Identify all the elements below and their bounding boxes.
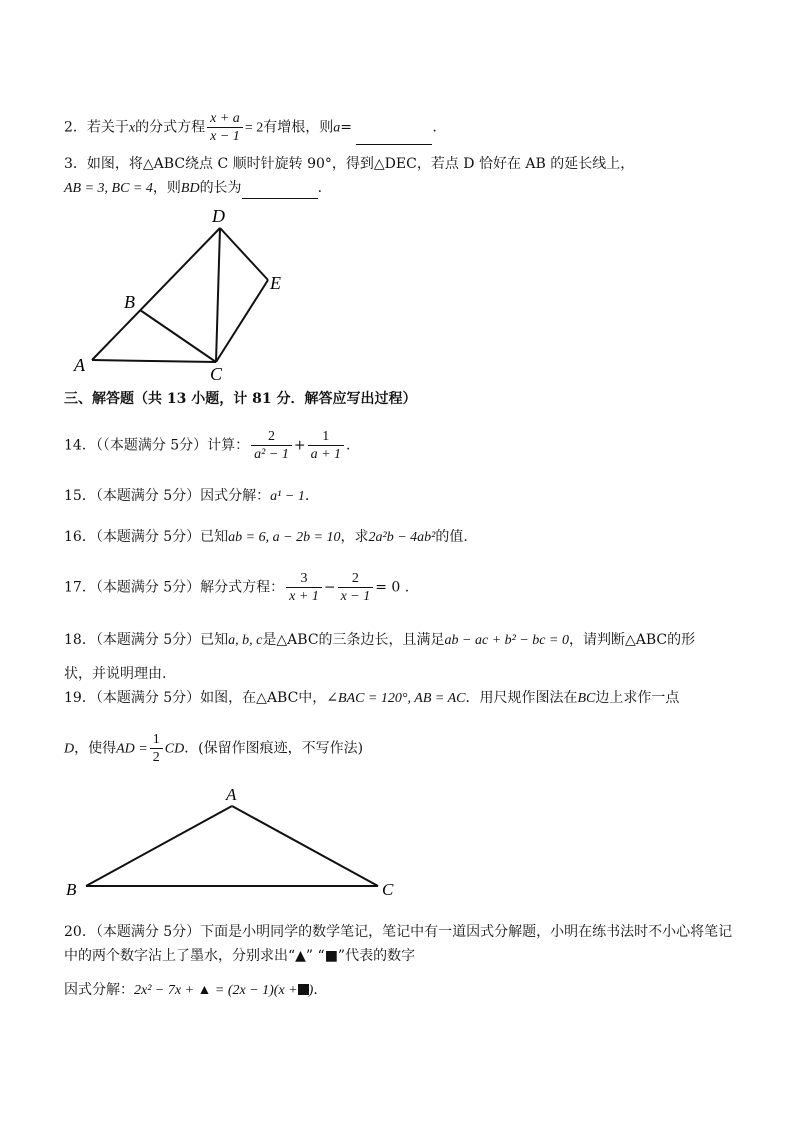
label-b: B xyxy=(66,880,77,899)
q18-vars: a, b, c xyxy=(228,633,263,648)
q14-fraction-2 xyxy=(308,428,344,463)
q2-text: 若关于 xyxy=(86,119,129,136)
q20-end: . xyxy=(313,982,318,998)
line-de xyxy=(220,228,268,280)
q20-expr: 2x² − 7x + ▲ = (2x − 1)(x + xyxy=(134,983,298,998)
q15-expr: a¹ − 1 xyxy=(270,489,305,504)
q16-end: 的值. xyxy=(435,529,468,545)
q2-text: 的分式方程 xyxy=(135,119,206,136)
q2-end: . xyxy=(432,119,437,136)
line-bc xyxy=(140,310,216,362)
q16-given: ab = 6, a − 2b = 10 xyxy=(228,530,341,545)
q2-var-a: a xyxy=(333,120,341,136)
q17-end: = 0 . xyxy=(375,579,410,596)
q19-fraction xyxy=(150,731,163,766)
q2-answer-blank[interactable] xyxy=(356,130,432,145)
q14-plus: + xyxy=(293,437,306,454)
q2-eq2: = xyxy=(340,119,352,136)
q16-prefix: 16．（本题满分 5分）已知 xyxy=(64,529,229,545)
question-3-line-2 xyxy=(64,178,322,199)
question-20-line-3 xyxy=(64,980,318,1001)
q17-f1-den: x + 1 xyxy=(289,589,319,604)
q17-f2-den: x − 1 xyxy=(340,589,371,604)
q18-text: 是△ABC的三条边长，且满足 xyxy=(262,632,445,648)
q19-frac-den: 2 xyxy=(152,750,160,765)
q3-text: 的长为 xyxy=(199,180,242,196)
q14-fraction-1 xyxy=(251,428,292,463)
figure-isosceles-triangle xyxy=(60,780,410,900)
q19-text: ，使得 xyxy=(74,740,117,757)
q14-f1-den: a² − 1 xyxy=(254,447,289,462)
line-ad xyxy=(92,228,220,360)
q19-bc: BC xyxy=(577,691,596,706)
label-c: C xyxy=(382,880,394,899)
q3-end: . xyxy=(317,180,323,196)
q16-text: ，求 xyxy=(340,529,369,545)
q14-f2-num: 1 xyxy=(308,428,344,446)
question-20-line-1: 20．（本题满分 5分）下面是小明同学的数学笔记，笔记中有一道因式分解题，小明在练书法时不小心将笔记 xyxy=(64,924,733,940)
q17-minus: − xyxy=(323,579,336,596)
q3-answer-blank[interactable] xyxy=(242,184,318,199)
q17-fraction-1 xyxy=(286,570,322,605)
q17-f1-num: 3 xyxy=(286,570,322,588)
label-a: A xyxy=(226,785,237,804)
q3-text: ，则 xyxy=(152,180,181,196)
question-14 xyxy=(64,428,350,463)
q14-f2-den: a + 1 xyxy=(310,447,342,462)
q2-fraction xyxy=(207,110,243,145)
q19-frac-num: 1 xyxy=(150,731,163,749)
question-3-line-1: 3．如图，将△ABC绕点 C 顺时针旋转 90°，得到△DEC，若点 D 恰好在 AB 的延长线上， xyxy=(64,156,635,172)
q2-frac-num: x + a xyxy=(207,110,243,128)
q19-ad: AD = xyxy=(116,741,148,757)
question-19-line-1 xyxy=(64,688,679,709)
q17-fraction-2 xyxy=(338,570,374,605)
q17-prefix: 17．（本题满分 5分）解分式方程： xyxy=(64,579,285,596)
question-2 xyxy=(64,110,437,145)
section-3-title: 三、解答题（共 13 小题，计 81 分．解答应写出过程） xyxy=(64,391,417,407)
q15-prefix: 15．（本题满分 5分）因式分解： xyxy=(64,488,271,504)
line-ab xyxy=(86,806,232,886)
q14-f1-num: 2 xyxy=(251,428,292,446)
line-ac xyxy=(92,360,216,362)
q17-f2-num: 2 xyxy=(338,570,374,588)
q19-point-d: D xyxy=(64,741,75,757)
question-18-line-1 xyxy=(64,630,695,651)
question-17 xyxy=(64,570,409,605)
figure-triangle-rotation xyxy=(60,200,320,380)
question-16 xyxy=(64,527,468,548)
question-19-line-2 xyxy=(64,731,363,766)
line-ec xyxy=(216,280,268,362)
q14-end: . xyxy=(346,437,351,454)
q19-text: ．用尺规作图法在 xyxy=(465,690,578,706)
q18-text: ，请判断△ABC的形 xyxy=(568,632,696,648)
label-d: D xyxy=(212,206,225,226)
q19-given: ∠BAC = 120°, AB = AC xyxy=(326,691,466,706)
q16-expr: 2a²b − 4ab² xyxy=(368,530,436,545)
label-b: B xyxy=(124,292,135,312)
q2-var-x: x xyxy=(128,120,136,136)
question-15 xyxy=(64,486,309,507)
ink-square-icon xyxy=(298,984,309,995)
q2-frac-den: x − 1 xyxy=(210,129,240,144)
line-ac xyxy=(232,806,378,886)
q14-prefix: 14．（（本题满分 5分）计算： xyxy=(64,437,250,454)
q20-prefix: 因式分解： xyxy=(64,982,134,998)
label-e: E xyxy=(270,273,281,293)
line-dc xyxy=(216,228,220,362)
question-18-line-2: 状，并说明理由. xyxy=(64,666,167,682)
q2-text: 有增根，则 xyxy=(263,119,334,136)
question-20-line-2: 中的两个数字沾上了墨水，分别求出“▲” “■”代表的数字 xyxy=(64,948,416,964)
q19-text: 19．（本题满分 5分）如图，在△ABC中， xyxy=(64,690,327,706)
q3-bd: BD xyxy=(180,181,200,196)
q18-expr: ab − ac + b² − bc = 0 xyxy=(444,633,569,648)
q15-end: . xyxy=(304,488,310,504)
q19-cd: CD xyxy=(164,741,185,757)
q18-prefix: 18．（本题满分 5分）已知 xyxy=(64,632,229,648)
q19-text: 边上求作一点 xyxy=(595,690,680,706)
label-a: A xyxy=(74,355,85,375)
q19-text: ．(保留作图痕迹，不写作法) xyxy=(184,740,364,757)
label-c: C xyxy=(210,364,223,380)
q20-expr-close: ) xyxy=(308,983,314,998)
q3-given: AB = 3, BC = 4 xyxy=(64,181,153,196)
q2-eq: = 2 xyxy=(244,120,264,136)
q2-number: 2． xyxy=(64,119,87,136)
